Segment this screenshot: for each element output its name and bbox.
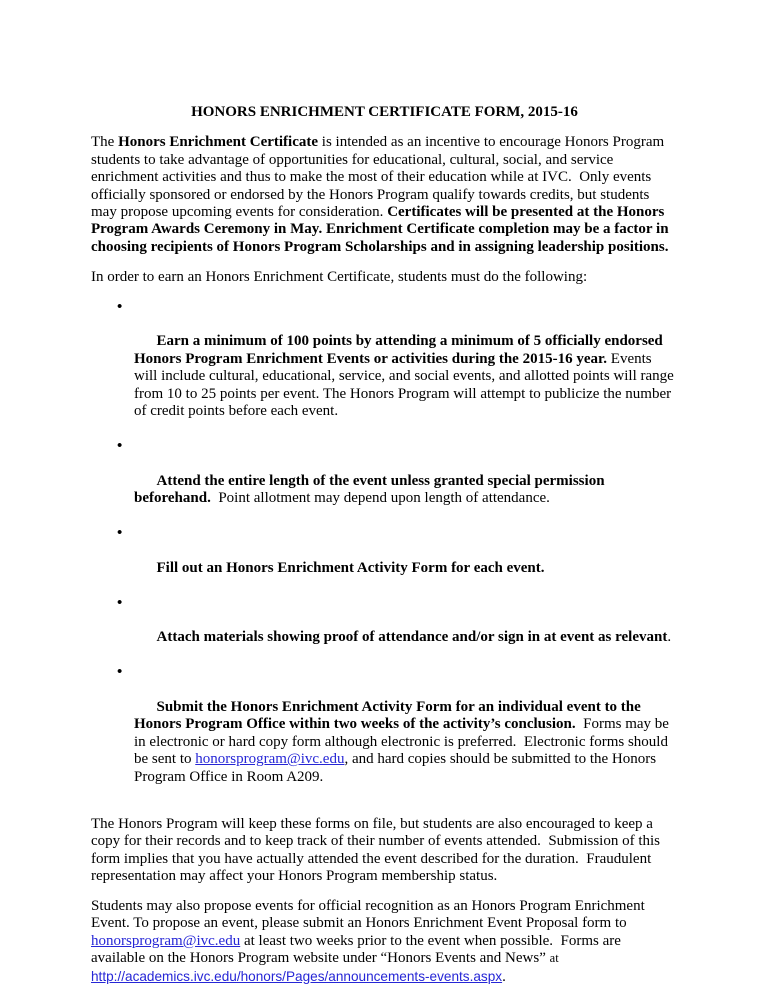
email-link[interactable]: honorsprogram@ivc.edu xyxy=(91,932,241,949)
text-run: . xyxy=(667,629,672,646)
requirement-item xyxy=(91,525,678,595)
email-link[interactable]: honorsprogram@ivc.edu xyxy=(195,751,345,768)
text-run: The xyxy=(91,134,119,151)
bullet-icon: • xyxy=(117,594,123,611)
text-run: Attach materials showing proof of attendance and/or sign in at event as relevant xyxy=(156,629,668,646)
requirements-lead-in: In order to earn an Honors Enrichment Certificate, students must do the following: xyxy=(91,268,588,285)
text-run: Fill out an Honors Enrichment Activity Form for each event. xyxy=(156,559,545,576)
requirement-text xyxy=(134,699,673,785)
requirement-text xyxy=(157,629,672,645)
text-run: Forms may be in electronic or hard copy form although electronic is preferred. Electronic forms should be sent to xyxy=(134,716,673,768)
website-link[interactable]: http://academics.ivc.edu/honors/Pages/announcements-events.aspx xyxy=(91,968,503,984)
text-run: . xyxy=(502,968,506,985)
requirement-item xyxy=(91,299,678,438)
requirement-text xyxy=(134,333,678,419)
text-run: Events will include cultural, educational, service, and social events, and allotted points will range from 10 to 25 points per event. The Honors Program will attempt to publicize the number of credit points before each event. xyxy=(134,350,678,420)
requirement-item xyxy=(91,664,678,803)
records-paragraph xyxy=(91,816,678,886)
bullet-icon: • xyxy=(117,664,123,681)
text-run: Point allotment may depend upon length of attendance. xyxy=(210,490,550,507)
text-run: Honors Enrichment Certificate xyxy=(118,134,319,151)
text-run: at least two weeks prior to the event when possible. Forms are available on the Honors Program website under “Honors Events and News” xyxy=(91,932,625,967)
text-run: , and hard copies should be submitted to the Honors Program Office in Room A209. xyxy=(134,751,660,785)
bullet-icon: • xyxy=(117,524,123,541)
requirement-text xyxy=(134,473,608,506)
document-title: HONORS ENRICHMENT CERTIFICATE FORM, 2015-16 xyxy=(191,104,578,120)
text-run: is intended as an incentive to encourage Honors Program students to take advantage of opportunities for educational, cultural, social, and service enrichment activities and thus to make the most of their education while at IVC. Only events officially sponsored or endorsed by the Honors Program qualify towards credits, but students may propose upcoming events for consideration. xyxy=(91,134,668,221)
text-run: Certificates will be presented at the Honors Program Awards Ceremony in May. Enrichment Certificate completion may be a factor in choosing recipients of Honors Program Scholarships and in assigning leadership positions. xyxy=(91,204,673,255)
bullet-icon: • xyxy=(117,298,123,315)
requirement-item xyxy=(91,438,678,525)
text-run: Students may also propose events for official recognition as an Honors Program Enrichment Event. To propose an event, please submit an Honors Enrichment Event Proposal form to xyxy=(91,898,649,932)
intro-paragraph xyxy=(91,134,678,256)
requirements-list xyxy=(91,299,678,804)
text-run: Submit the Honors Enrichment Activity Form for an individual event to the Honors Program Office within two weeks of the activity’s conclusion. xyxy=(134,699,645,733)
requirement-text xyxy=(157,560,545,576)
text-run: at xyxy=(549,951,562,966)
text-run: Earn a minimum of 100 points by attending a minimum of 5 officially endorsed Honors Program Enrichment Events or activities during the 2015-16 year. xyxy=(134,333,667,367)
requirement-item xyxy=(91,595,678,665)
propose-events-paragraph xyxy=(91,898,678,986)
text-run: Attend the entire length of the event unless granted special permission beforehand. xyxy=(134,472,609,507)
text-run: The Honors Program will keep these forms on file, but students are also encouraged to keep a copy for their records and to keep track of their number of events attended. Submission of this form implies that you have actually attended the event described for the duration. Fraudulent representation may affect your Honors Program membership status. xyxy=(91,815,664,885)
bullet-icon: • xyxy=(117,437,123,454)
